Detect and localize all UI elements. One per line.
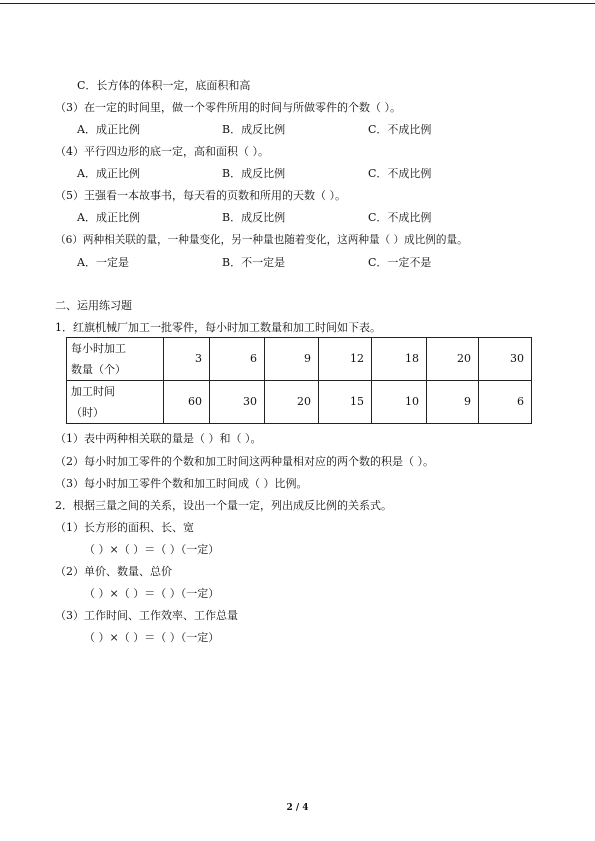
table-cell: 20 bbox=[427, 338, 479, 381]
data-table bbox=[66, 337, 532, 424]
q6-option-c: C．一定不是 bbox=[368, 256, 432, 269]
table-cell: 6 bbox=[210, 338, 265, 381]
problem1-title: 1．红旗机械厂加工一批零件，每小时加工数量和加工时间如下表。 bbox=[55, 321, 381, 334]
table-cell: 30 bbox=[479, 338, 532, 381]
q3-option-c: C．不成比例 bbox=[368, 123, 432, 136]
problem1-sub2: （2）每小时加工零件的个数和加工时间这两种量相对应的两个数的积是（ ）。 bbox=[55, 455, 434, 468]
problem1-sub3: （3）每小时加工零件个数和加工时间成（ ）比例。 bbox=[55, 477, 308, 490]
q4-option-a: A．成正比例 bbox=[77, 167, 140, 180]
q6-option-b: B．不一定是 bbox=[222, 256, 286, 269]
row-header bbox=[67, 381, 164, 424]
row-header-line: （时） bbox=[71, 406, 104, 419]
q5-option-b: B．成反比例 bbox=[222, 211, 286, 224]
table-row bbox=[67, 381, 532, 424]
q5-option-c: C．不成比例 bbox=[368, 211, 432, 224]
page-number: 2 / 4 bbox=[286, 803, 309, 813]
table-cell: 30 bbox=[210, 381, 265, 424]
table-cell: 12 bbox=[319, 338, 372, 381]
problem2-sub1: （1）长方形的面积、长、宽 bbox=[55, 521, 194, 534]
problem2-formula3: （ ）×（ ）＝（ ）（一定） bbox=[84, 631, 220, 644]
q3-option-a: A．成正比例 bbox=[77, 123, 140, 136]
q4-stem: （4）平行四边形的底一定，高和面积（ ）。 bbox=[55, 145, 269, 158]
table-cell: 9 bbox=[427, 381, 479, 424]
q3-option-b: B．成反比例 bbox=[222, 123, 286, 136]
table-cell: 6 bbox=[479, 381, 532, 424]
q5-stem: （5）王强看一本故事书，每天看的页数和所用的天数（ ）。 bbox=[55, 189, 346, 202]
q2-option-c: C．长方体的体积一定，底面积和高 bbox=[77, 79, 251, 92]
table-cell: 60 bbox=[164, 381, 210, 424]
problem2-formula1: （ ）×（ ）＝（ ）（一定） bbox=[84, 543, 220, 556]
q6-option-a: A．一定是 bbox=[77, 256, 129, 269]
q6-stem: （6）两种相关联的量，一种量变化，另一种量也随着变化，这两种量（ ）成比例的量。 bbox=[55, 234, 468, 246]
q3-stem: （3）在一定的时间里，做一个零件所用的时间与所做零件的个数（ ）。 bbox=[55, 101, 401, 114]
q5-option-a: A．成正比例 bbox=[77, 211, 140, 224]
table-cell: 15 bbox=[319, 381, 372, 424]
problem2-formula2: （ ）×（ ）＝（ ）（一定） bbox=[84, 587, 220, 600]
row-header-line: 每小时加工 bbox=[71, 342, 126, 355]
row-header bbox=[67, 338, 164, 381]
section-heading: 二、运用练习题 bbox=[55, 299, 132, 312]
table-cell: 9 bbox=[265, 338, 319, 381]
problem2-sub2: （2）单价、数量、总价 bbox=[55, 565, 172, 578]
header-rule bbox=[0, 3, 595, 4]
q4-option-b: B．成反比例 bbox=[222, 167, 286, 180]
table-cell: 10 bbox=[372, 381, 427, 424]
table-cell: 3 bbox=[164, 338, 210, 381]
row-header-line: 加工时间 bbox=[71, 385, 115, 398]
row-header-line: 数量（个） bbox=[71, 363, 126, 376]
table-row bbox=[67, 338, 532, 381]
problem1-sub1: （1）表中两种相关联的量是（ ）和（ ）。 bbox=[55, 432, 262, 445]
problem2-title: 2．根据三量之间的关系，设出一个量一定，列出成反比例的关系式。 bbox=[55, 499, 392, 512]
problem2-sub3: （3）工作时间、工作效率、工作总量 bbox=[55, 609, 238, 622]
table-cell: 18 bbox=[372, 338, 427, 381]
table-cell: 20 bbox=[265, 381, 319, 424]
q4-option-c: C．不成比例 bbox=[368, 167, 432, 180]
